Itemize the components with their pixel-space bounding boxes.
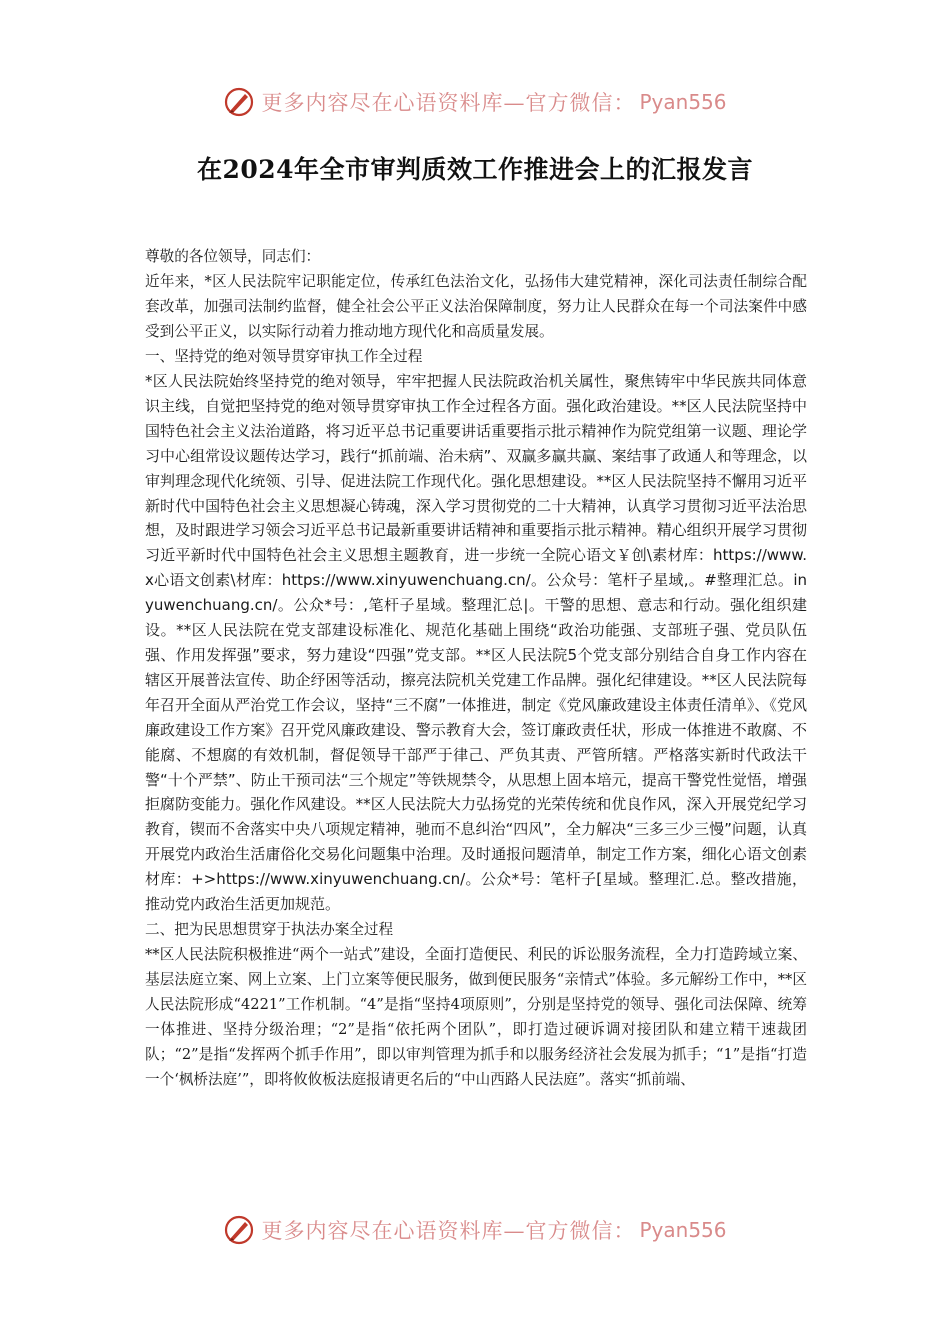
- section-2-heading: 二、把为民思想贯穿于执法办案全过程: [145, 920, 394, 938]
- document-title: 在2024年全市审判质效工作推进会上的汇报发言: [196, 155, 754, 184]
- section-1-paragraph: *区人民法院始终坚持党的绝对领导，牢牢把握人民法院政治机关属性，聚焦铸牢中华民族共同体意识主线，自觉把坚持党的绝对领导贯穿审执工作全过程各方面。强化政治建设。**区人民法院坚持中国特色社会主义法治道路，将习近平总书记重要讲话重要指示批示精神作为院党组第一议题、理论学习中心组常设议题传达学习，践行“抓前端、治未病”、双赢多赢共赢、案结事了政通人和等理念，以审判理念现代化统领、引导、促进法院工作现代化。强化思想建设。**区人民法院坚持不懈用习近平新时代中国特色社会主义思想凝心铸魂，深入学习贯彻党的二十大精神，认真学习贯彻习近平法治思想，及时跟进学习领会习近平总书记最新重要讲话精神和重要指示批示精神。精心组织开展学习贯彻习近平新时代中国特色社会主义思想主题教育，进一步统一全院心语文￥创\素材库：https://www.x心语文创素\材库：https://www.xinyuwenchuang.cn/。公众号：笔杆子星域,。#整理汇总。inyuwenchuang.cn/。公众*号：,笔杆子星域。整理汇总|。干警的思想、意志和行动。强化组织建设。**区人民法院在党支部建设标准化、规范化基础上围绕“政治功能强、支部班子强、党员队伍强、作用发挥强”要求，努力建设“四强”党支部。**区人民法院5个党支部分别结合自身工作内容在辖区开展普法宣传、助企纾困等活动，擦亮法院机关党建工作品牌。强化纪律建设。**区人民法院每年召开全面从严治党工作会议，坚持“三不腐”一体推进，制定《党风廉政建设主体责任清单》、《党风廉政建设工作方案》召开党风廉政建设、警示教育大会，签订廉政责任状，形成一体推进不敢腐、不能腐、不想腐的有效机制，督促领导干部严于律己、严负其责、严管所辖。严格落实新时代政法干警“十个严禁”、防止干预司法“三个规定”等铁规禁令，从思想上固本培元，提高干警党性觉悟，增强拒腐防变能力。强化作风建设。**区人民法院大力弘扬党的光荣传统和优良作风，深入开展党纪学习教育，锲而不舍落实中央八项规定精神，驰而不息纠治“四风”，全力解决“三多三少三慢”问题，认真开展党内政治生活庸俗化交易化问题集中治理。及时通报问题清单，制定工作方案，细化心语文创素材库：+>https://www.xinyuwenchuang.cn/。公众*号：笔杆子[星域。整理汇.总。整改措施，推动党内政治生活更加规范。: [145, 372, 807, 914]
- banner-text: 更多内容尽在心语资料库—官方微信：: [261, 1219, 636, 1243]
- intro-paragraph: 近年来，*区人民法院牢记职能定位，传承红色法治文化，弘扬伟大建党精神，深化司法责任制综合配套改革，加强司法制约监督，健全社会公平正义法治保障制度，努力让人民群众在每一个司法案件中感受到公平正义，以实际行动着力推动地方现代化和高质量发展。: [145, 273, 807, 340]
- document-body: [145, 244, 807, 1092]
- watermark-banner-top: [0, 82, 950, 122]
- salutation: 尊敬的各位领导，同志们：: [145, 248, 321, 265]
- banner-text: 更多内容尽在心语资料库—官方微信：: [261, 91, 636, 115]
- banner-wechat-id: Pyan556: [639, 90, 727, 114]
- brush-logo-icon: [223, 86, 255, 118]
- banner-wechat-id: Pyan556: [639, 1218, 727, 1242]
- watermark-banner-bottom: [0, 1210, 950, 1250]
- brush-logo-icon: [223, 1214, 255, 1246]
- section-1-heading: 一、坚持党的绝对领导贯穿审执工作全过程: [145, 348, 423, 365]
- section-2-paragraph: **区人民法院积极推进“两个一站式”建设，全面打造便民、利民的诉讼服务流程，全力打造跨域立案、基层法庭立案、网上立案、上门立案等便民服务，做到便民服务“亲情式”体验。多元解纷工作中，**区人民法院形成“4221”工作机制。“4”是指“坚持4项原则”，分别是坚持党的领导、强化司法保障、统筹一体推进、坚持分级治理；“2”是指“依托两个团队”，即打造过硬诉调对接团队和建立精干速裁团队；“2”是指“发挥两个抓手作用”，即以审判管理为抓手和以服务经济社会发展为抓手；“1”是指“打造一个‘枫桥法庭’”，即将攸攸板法庭报请更名后的“中山西路人民法庭”。落实“抓前端、: [145, 945, 807, 1088]
